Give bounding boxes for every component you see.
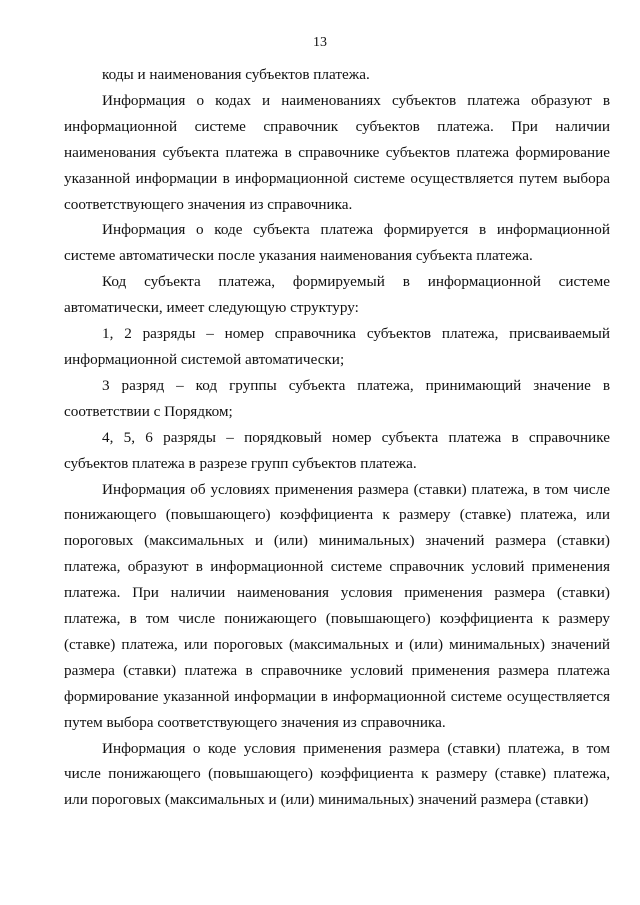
document-body	[64, 62, 610, 813]
page-number: 13	[313, 35, 327, 50]
paragraph-subject-code-auto: Информация о коде субъекта платежа формируется в информационной системе автоматически после указания наименования субъекта платежа.	[64, 221, 610, 265]
paragraph-digits-1-2: 1, 2 разряды – номер справочника субъектов платежа, присваиваемый информационной системой автоматически;	[64, 325, 610, 368]
paragraph-digits-4-6: 4, 5, 6 разряды – порядковый номер субъекта платежа в справочнике субъектов платежа в разрезе групп субъектов платежа.	[64, 428, 610, 472]
paragraph-digit-3: 3 разряд – код группы субъекта платежа, принимающий значение в соответствии с Порядком;	[64, 376, 610, 420]
paragraph-condition-code: Информация о коде условия применения размера (ставки) платежа, в том числе понижающего (повышающего) коэффициента к размеру (ставке) платежа, или пороговых (максимальных и (или) минимальных) значений размера (ставки)	[64, 739, 610, 809]
paragraph-conditions-directory: Информация об условиях применения размера (ставки) платежа, в том числе понижающего (повышающего) коэффициента к размеру (ставке) платежа, или пороговых (максимальных и (или) минимальных) значений размера (ставки) платежа, образуют в информационной системе справочник условий применения платежа. При наличии наименования условия применения размера (ставки) платежа, в том числе понижающего (повышающего) коэффициента к размеру (ставке) платежа, или пороговых (максимальных и (или) минимальных) значений размера (ставки) платежа в справочнике условий применения размера платежа формирование указанной информации в информационной системе осуществляется путем выбора соответствующего значения из справочника.	[64, 480, 610, 731]
paragraph-subject-directory: Информация о кодах и наименованиях субъектов платежа образуют в информационной системе справочник субъектов платежа. При наличии наименования субъекта платежа в справочнике субъектов платежа формирование указанной информации в информационной системе осуществляется путем выбора соответствующего значения из справочника.	[64, 91, 610, 213]
paragraph-code-structure: Код субъекта платежа, формируемый в информационной системе автоматически, имеет следующую структуру:	[64, 273, 610, 317]
paragraph-subject-codes-tail: коды и наименования субъектов платежа.	[102, 66, 370, 83]
